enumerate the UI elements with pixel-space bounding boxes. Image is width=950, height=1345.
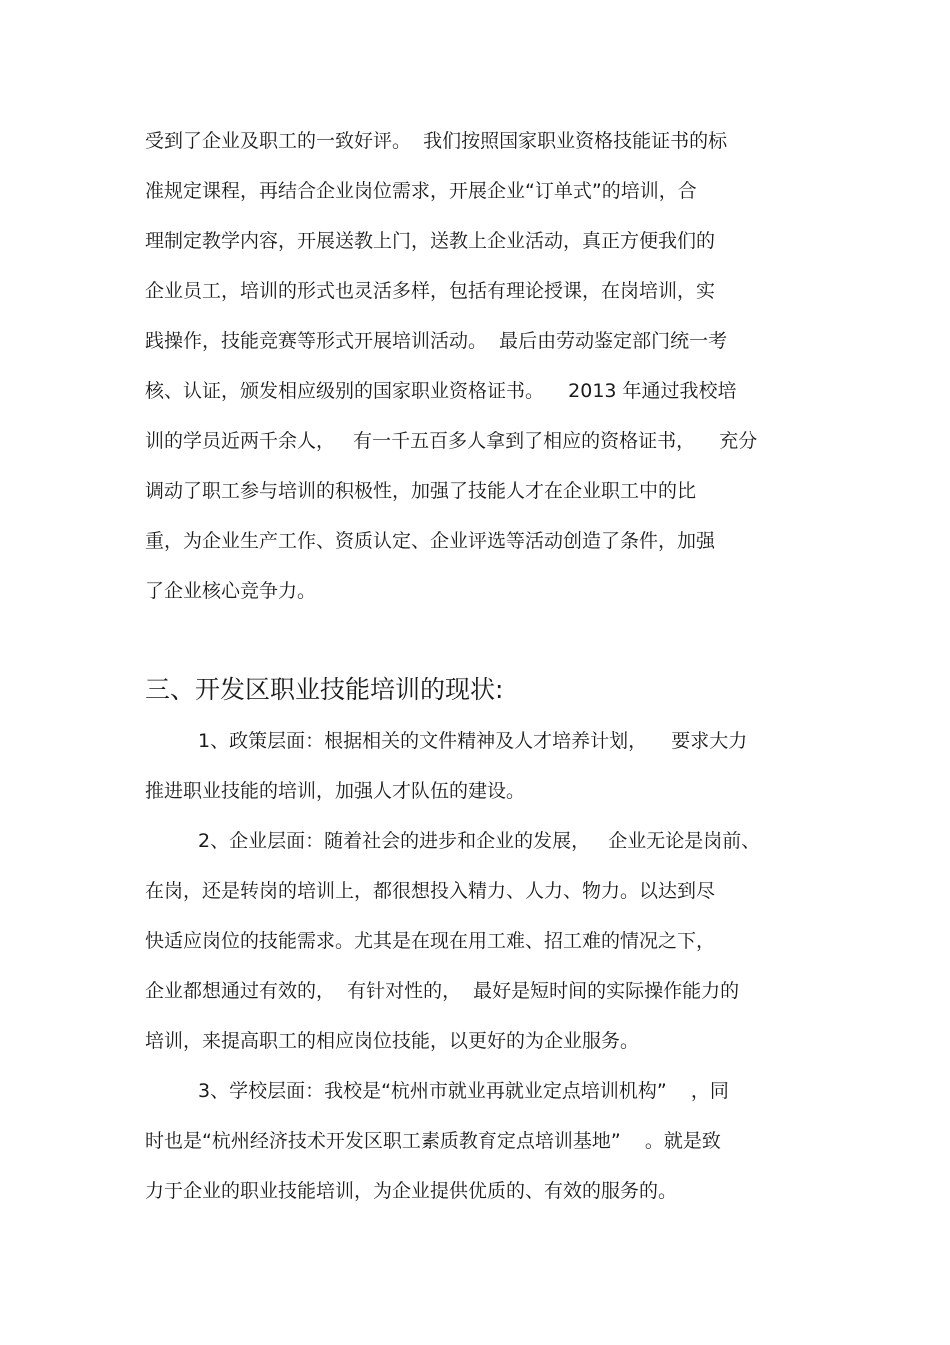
policy-line: 1、政策层面：根据相关的文件精神及人才培养计划， 要求大力 (198, 730, 748, 752)
paragraph-line: 践操作，技能竞赛等形式开展培训活动。 最后由劳动鉴定部门统一考 (145, 330, 728, 352)
enterprise-line: 培训，来提高职工的相应岗位技能，以更好的为企业服务。 (145, 1030, 640, 1052)
school-line: 3、学校层面：我校是“杭州市就业再就业定点培训机构” ，同 (198, 1080, 729, 1102)
policy-line: 推进职业技能的培训，加强人才队伍的建设。 (145, 780, 526, 802)
enterprise-line: 2、企业层面：随着社会的进步和企业的发展， 企业无论是岗前、 (198, 830, 761, 852)
paragraph-line: 调动了职工参与培训的积极性，加强了技能人才在企业职工中的比 (145, 480, 697, 502)
enterprise-line: 在岗，还是转岗的培训上，都很想投入精力、人力、物力。以达到尽 (145, 880, 716, 902)
paragraph-line: 准规定课程，再结合企业岗位需求，开展企业“订单式”的培训，合 (145, 180, 697, 202)
enterprise-line: 快适应岗位的技能需求。尤其是在现在用工难、招工难的情况之下， (145, 930, 716, 952)
paragraph-line: 核、认证，颁发相应级别的国家职业资格证书。 2013 年通过我校培 (145, 380, 737, 402)
school-line: 力于企业的职业技能培训，为企业提供优质的、有效的服务的。 (145, 1180, 678, 1202)
paragraph-line: 重，为企业生产工作、资质认定、企业评选等活动创造了条件，加强 (145, 530, 716, 552)
paragraph-line: 训的学员近两千余人， 有一千五百多人拿到了相应的资格证书， 充分 (145, 430, 758, 452)
paragraph-line: 企业员工，培训的形式也灵活多样，包括有理论授课，在岗培训，实 (145, 280, 716, 302)
paragraph-line: 理制定教学内容，开展送教上门，送教上企业活动，真正方便我们的 (145, 230, 716, 252)
paragraph-line: 受到了企业及职工的一致好评。 我们按照国家职业资格技能证书的标 (145, 130, 728, 152)
paragraph-line: 了企业核心竞争力。 (145, 580, 317, 602)
school-line: 时也是“杭州经济技术开发区职工素质教育定点培训基地” 。就是致 (145, 1130, 721, 1152)
section-heading: 三、开发区职业技能培训的现状: (145, 675, 504, 704)
enterprise-line: 企业都想通过有效的， 有针对性的， 最好是短时间的实际操作能力的 (145, 980, 740, 1002)
